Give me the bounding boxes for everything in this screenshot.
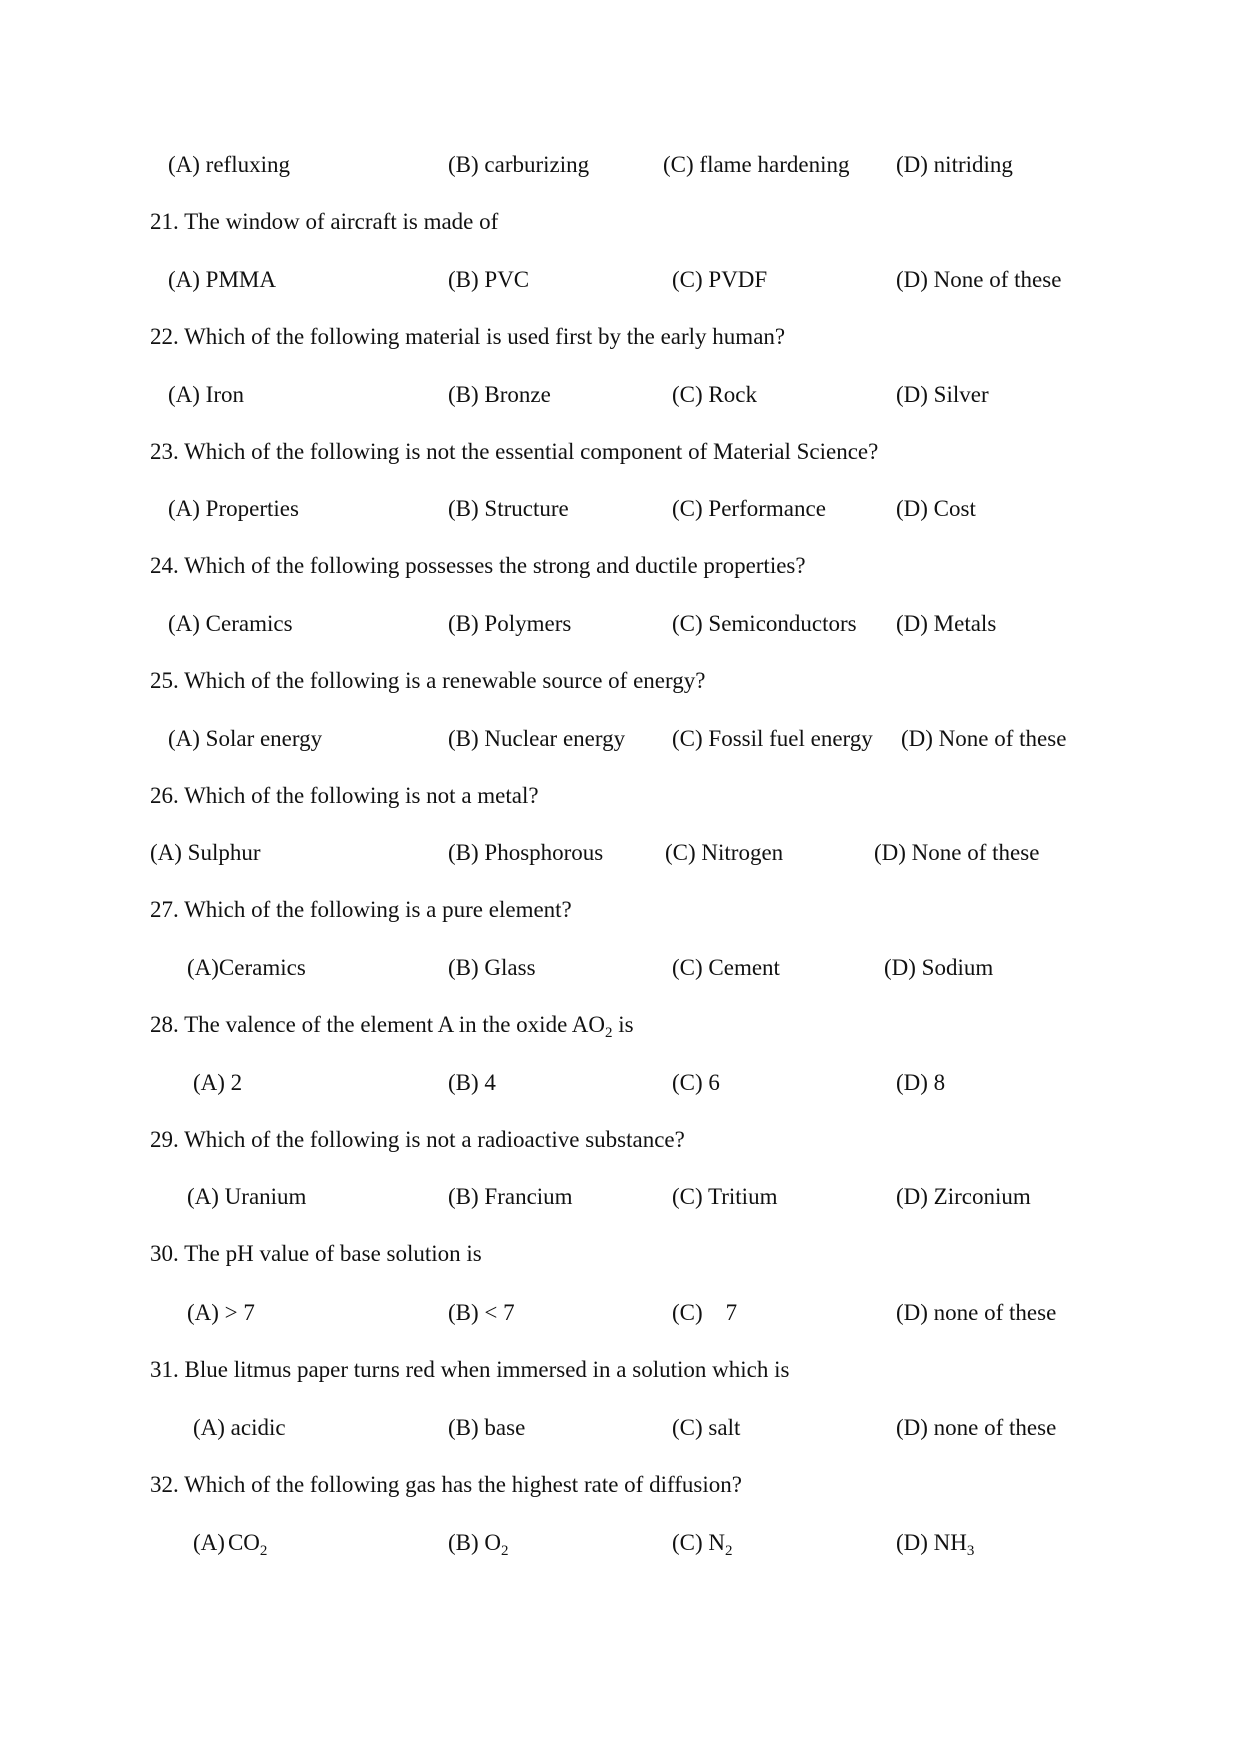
q31-option-a: (A) acidic [193, 1415, 286, 1440]
q28-question-subscript: 2 [604, 1025, 613, 1041]
q32-option-c-subscript: 2 [725, 1543, 733, 1559]
q32-option-a-subscript: 2 [259, 1543, 268, 1559]
q32-option-b-text: (B) O [448, 1530, 502, 1555]
q25-option-c: (C) Fossil fuel energy [672, 726, 873, 751]
q32-question: 32. Which of the following gas has the highest rate of diffusion? [150, 1472, 742, 1497]
q27-question: 27. Which of the following is a pure element? [150, 897, 572, 922]
q23-option-c: (C) Performance [672, 496, 826, 521]
q27-option-d: (D) Sodium [884, 955, 994, 980]
q32-option-a-formula-main: CO [227, 1530, 260, 1555]
q30-question: 30. The pH value of base solution is [150, 1241, 482, 1266]
q20-option-c: (C) flame hardening [663, 152, 850, 177]
q22-option-b: (B) Bronze [448, 382, 551, 407]
q28-question [150, 1013, 634, 1041]
q29-question: 29. Which of the following is not a radioactive substance? [150, 1127, 685, 1152]
q22-option-d: (D) Silver [896, 382, 989, 407]
q27-option-b: (B) Glass [448, 955, 536, 980]
q22-option-a: (A) Iron [168, 382, 244, 407]
q31-option-c: (C) salt [672, 1415, 741, 1440]
q24-option-b: (B) Polymers [448, 611, 572, 636]
q28-option-b: (B) 4 [448, 1070, 496, 1095]
q31-question: 31. Blue litmus paper turns red when immersed in a solution which is [150, 1357, 790, 1382]
q32-option-b-subscript: 2 [501, 1543, 509, 1559]
q25-option-d: (D) None of these [901, 726, 1067, 751]
q30-option-c: (C) 7 [672, 1300, 738, 1325]
q25-option-a: (A) Solar energy [168, 726, 323, 751]
q28-option-d: (D) 8 [896, 1070, 946, 1095]
q27-option-a: (A)Ceramics [187, 955, 306, 980]
q26-option-b: (B) Phosphorous [448, 840, 604, 865]
q25-option-b: (B) Nuclear energy [448, 726, 626, 751]
q26-question: 26. Which of the following is not a metal? [150, 783, 539, 808]
q28-option-a: (A) 2 [193, 1070, 243, 1095]
q26-option-c: (C) Nitrogen [665, 840, 784, 865]
q29-option-c: (C) Tritium [672, 1184, 778, 1209]
q32-option-c-text: (C) N [672, 1530, 726, 1555]
q24-option-c: (C) Semiconductors [672, 611, 857, 636]
q21-option-b: (B) PVC [448, 267, 530, 292]
q21-option-a: (A) PMMA [168, 267, 276, 292]
q23-option-b: (B) Structure [448, 496, 569, 521]
q32-option-b [448, 1531, 509, 1559]
q20-option-b: (B) carburizing [448, 152, 590, 177]
q24-option-a: (A) Ceramics [168, 611, 293, 636]
q32-option-d-subscript: 3 [966, 1543, 975, 1559]
q28-question-tail: is [612, 1012, 634, 1037]
q32-option-a-label: (A) [193, 1530, 225, 1555]
q29-option-a: (A) Uranium [187, 1184, 307, 1209]
q24-question: 24. Which of the following possesses the strong and ductile properties? [150, 553, 806, 578]
q27-option-c: (C) Cement [672, 955, 780, 980]
q21-question: 21. The window of aircraft is made of [150, 209, 499, 234]
q31-option-d: (D) none of these [896, 1415, 1057, 1440]
q20-option-d: (D) nitriding [896, 152, 1013, 177]
q32-option-c [672, 1531, 733, 1559]
q28-option-c: (C) 6 [672, 1070, 720, 1095]
q32-option-d-text: (D) NH [896, 1530, 967, 1555]
q22-option-c: (C) Rock [672, 382, 757, 407]
q21-option-c: (C) PVDF [672, 267, 768, 292]
q32-option-a-formula [227, 1530, 268, 1559]
q31-option-b: (B) base [448, 1415, 526, 1440]
q26-option-d: (D) None of these [874, 840, 1040, 865]
q23-option-d: (D) Cost [896, 496, 976, 521]
q23-question: 23. Which of the following is not the essential component of Material Science? [150, 439, 879, 464]
q23-option-a: (A) Properties [168, 496, 299, 521]
q28-question-text: 28. The valence of the element A in the oxide AO [150, 1012, 605, 1037]
q25-question: 25. Which of the following is a renewable source of energy? [150, 668, 706, 693]
q26-option-a: (A) Sulphur [150, 840, 261, 865]
q30-option-a: (A) > 7 [187, 1300, 255, 1325]
q24-option-d: (D) Metals [896, 611, 997, 636]
q20-option-a: (A) refluxing [168, 152, 290, 177]
q30-option-b: (B) < 7 [448, 1300, 515, 1325]
q21-option-d: (D) None of these [896, 267, 1062, 292]
q22-question: 22. Which of the following material is used first by the early human? [150, 324, 786, 349]
q32-option-d [896, 1531, 974, 1559]
q30-option-d: (D) none of these [896, 1300, 1057, 1325]
q32-option-a [193, 1531, 267, 1559]
q29-option-b: (B) Francium [448, 1184, 573, 1209]
q29-option-d: (D) Zirconium [896, 1184, 1031, 1209]
